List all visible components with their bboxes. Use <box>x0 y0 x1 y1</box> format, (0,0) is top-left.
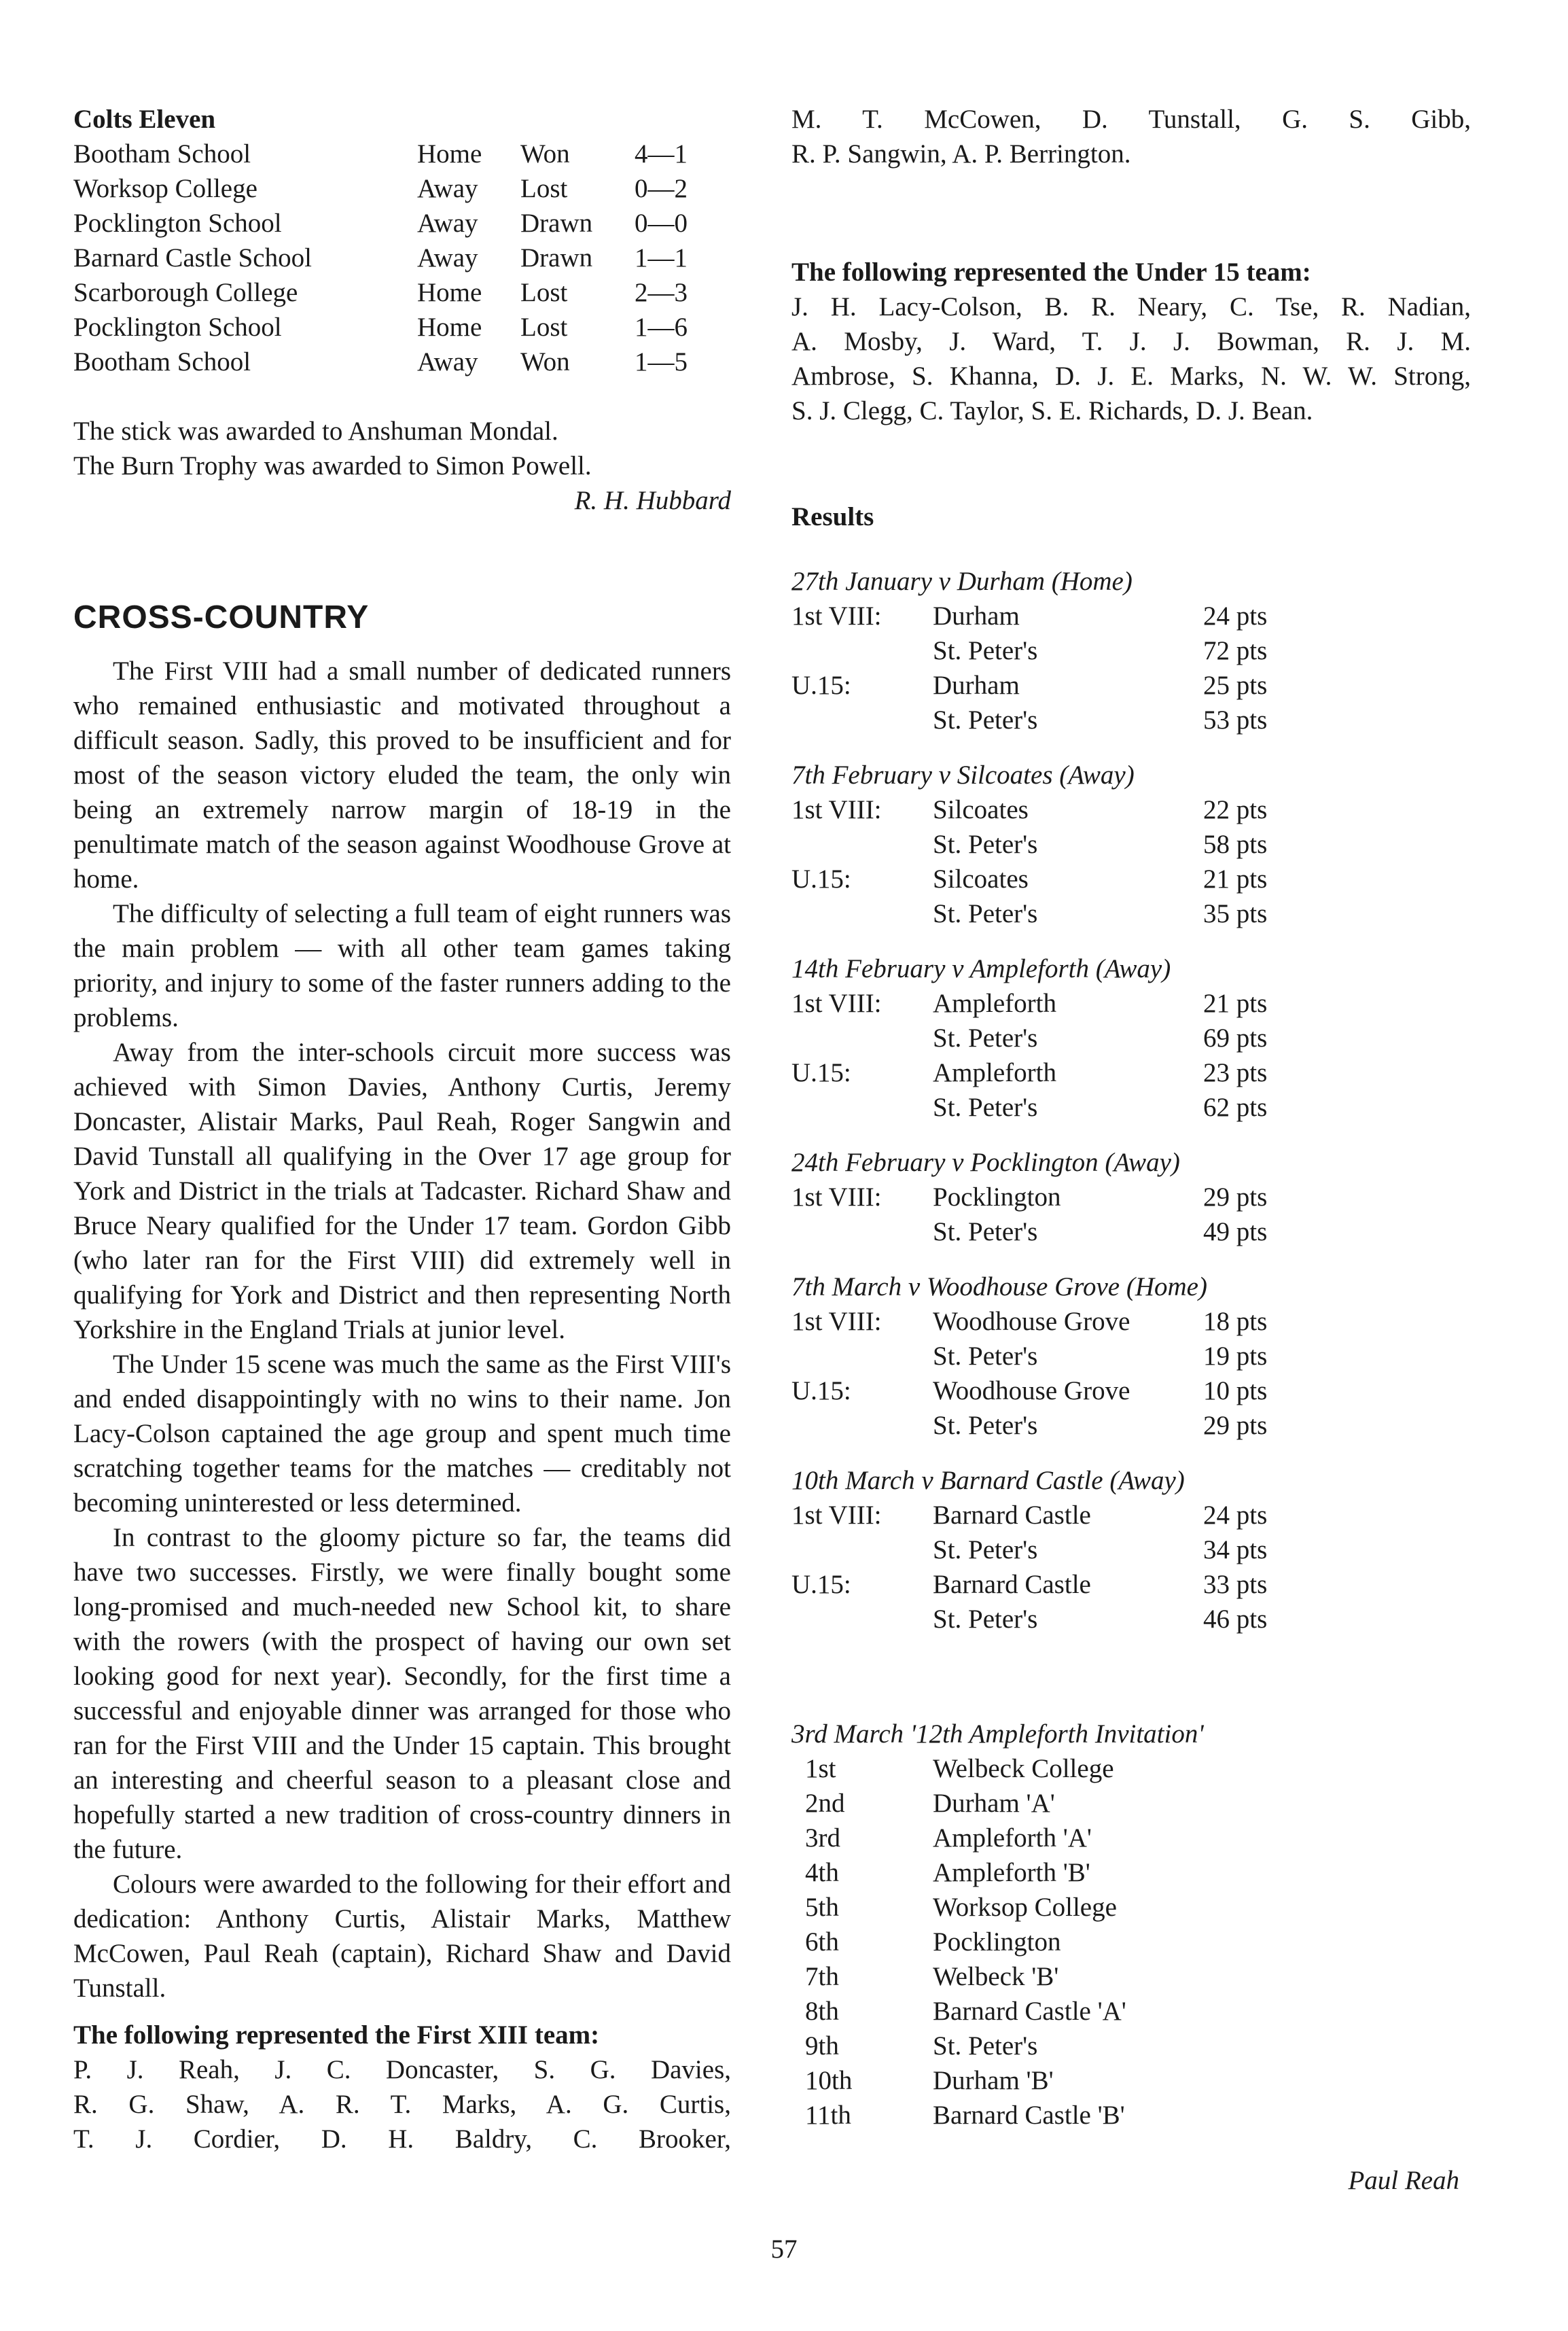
position-cell: 9th <box>805 2031 839 2061</box>
school-cell: Ampleforth <box>933 1058 1056 1087</box>
table-row <box>791 986 1471 1021</box>
match-title: 24th February v Pocklington (Away) <box>791 1148 1180 1177</box>
school-cell: Barnard Castle <box>933 1501 1091 1530</box>
points-cell: 10 pts <box>1203 1376 1268 1405</box>
position-cell: 3rd <box>805 1823 840 1853</box>
school-cell: Durham <box>933 601 1020 631</box>
table-row <box>73 171 731 206</box>
table-row <box>73 241 731 275</box>
table-row <box>791 2029 1471 2063</box>
table-row <box>791 703 1471 737</box>
first-team-line: R. G. Shaw, A. R. T. Marks, A. G. Curtis, <box>73 2090 731 2119</box>
table-row <box>791 1214 1471 1249</box>
match-title: 27th January v Durham (Home) <box>791 567 1133 596</box>
school-cell: St. Peter's <box>933 830 1038 859</box>
score-cell: 1—5 <box>635 347 688 376</box>
invitation-block <box>791 1717 1471 2133</box>
first-team-last-line: R. P. Sangwin, A. P. Berrington. <box>791 139 1131 169</box>
team-name-cell: Welbeck College <box>933 1754 1114 1783</box>
team-cell <box>791 1021 933 1055</box>
score-cell: 0—2 <box>635 174 688 203</box>
match-block <box>791 1145 1471 1249</box>
school-cell: St. Peter's <box>933 899 1038 928</box>
team-name-cell: Barnard Castle 'A' <box>933 1997 1126 2026</box>
school-cell: St. Peter's <box>933 1605 1038 1634</box>
table-row <box>791 1994 1471 2029</box>
table-row <box>791 862 1471 896</box>
article-paragraph: The difficulty of selecting a full team of eight runners was the main problem — with all other team games taking priority, and injury to some of the faster runners adding to the problems. <box>73 899 731 1032</box>
table-row <box>791 1180 1471 1214</box>
team-cell: 1st VIII: <box>791 1182 882 1212</box>
table-row <box>73 345 731 379</box>
position-cell: 5th <box>805 1893 839 1922</box>
team-name-cell: Barnard Castle 'B' <box>933 2101 1125 2130</box>
team-name-cell: Welbeck 'B' <box>933 1962 1059 1991</box>
colts-signature: R. H. Hubbard <box>574 486 731 515</box>
school-cell: Scarborough College <box>73 278 298 307</box>
team-cell: 1st VIII: <box>791 989 882 1018</box>
school-cell: St. Peter's <box>933 1342 1038 1371</box>
school-cell: Durham <box>933 671 1020 700</box>
table-row <box>791 1602 1471 1636</box>
u15-last-line: S. J. Clegg, C. Taylor, S. E. Richards, D. J. Bean. <box>791 396 1313 425</box>
first-team-heading: The following represented the First XIII team: <box>73 2020 600 2050</box>
score-cell: 2—3 <box>635 278 688 307</box>
team-cell <box>791 703 933 737</box>
match-block <box>791 1269 1471 1443</box>
points-cell: 69 pts <box>1203 1023 1268 1053</box>
position-cell: 1st <box>805 1754 836 1783</box>
u15-line: A. Mosby, J. Ward, T. J. J. Bowman, R. J. M. <box>791 327 1471 356</box>
u15-heading: The following represented the Under 15 team: <box>791 258 1311 287</box>
venue-cell: Home <box>417 313 482 342</box>
colts-note: The stick was awarded to Anshuman Mondal. <box>73 417 558 446</box>
article-paragraph: Away from the inter-schools circuit more success was achieved with Simon Davies, Anthony Curtis, Jeremy Doncaster, Alistair Marks, Paul Reah, Roger Sangwin and David Tunstall all qualifying in the Over 17 age group for York and District in the trials at Tadcaster. Richard Shaw and Bruce Neary qualified for the Under 17 team. Gordon Gibb (who later ran for the First VIII) did extremely well in qualifying for York and District and then representing North Yorkshire in the England Trials at junior level. <box>73 1038 731 1344</box>
points-cell: 58 pts <box>1203 830 1268 859</box>
match-block <box>791 1463 1471 1636</box>
points-cell: 22 pts <box>1203 795 1268 824</box>
table-row <box>791 792 1471 827</box>
result-cell: Lost <box>520 313 568 342</box>
points-cell: 23 pts <box>1203 1058 1268 1087</box>
match-block <box>791 564 1471 737</box>
table-row <box>791 827 1471 862</box>
venue-cell: Home <box>417 139 482 169</box>
position-cell: 4th <box>805 1858 839 1887</box>
school-cell: Bootham School <box>73 139 251 169</box>
team-cell: U.15: <box>791 1570 851 1599</box>
points-cell: 72 pts <box>1203 636 1268 665</box>
position-cell: 11th <box>805 2101 851 2130</box>
school-cell: St. Peter's <box>933 1093 1038 1122</box>
table-row <box>791 2063 1471 2098</box>
left-column <box>73 102 731 2156</box>
table-row <box>73 137 731 171</box>
school-cell: Silcoates <box>933 864 1029 894</box>
cross-country-heading: CROSS-COUNTRY <box>73 599 370 635</box>
points-cell: 21 pts <box>1203 864 1268 894</box>
team-cell <box>791 1090 933 1125</box>
points-cell: 35 pts <box>1203 899 1268 928</box>
points-cell: 49 pts <box>1203 1217 1268 1246</box>
cross-country-article <box>73 654 731 2005</box>
school-cell: St. Peter's <box>933 1411 1038 1440</box>
team-cell: U.15: <box>791 671 851 700</box>
points-cell: 62 pts <box>1203 1093 1268 1122</box>
team-name-cell: Ampleforth 'A' <box>933 1823 1092 1853</box>
venue-cell: Away <box>417 209 478 238</box>
first-team-line: T. J. Cordier, D. H. Baldry, C. Brooker, <box>73 2124 731 2154</box>
team-name-cell: St. Peter's <box>933 2031 1038 2061</box>
first-team-line: P. J. Reah, J. C. Doncaster, S. G. Davies, <box>73 2055 731 2084</box>
match-title: 10th March v Barnard Castle (Away) <box>791 1466 1185 1495</box>
points-cell: 18 pts <box>1203 1307 1268 1336</box>
team-cell: U.15: <box>791 864 851 894</box>
match-block <box>791 951 1471 1125</box>
table-row <box>791 896 1471 931</box>
match-title: 7th March v Woodhouse Grove (Home) <box>791 1272 1207 1301</box>
points-cell: 46 pts <box>1203 1605 1268 1634</box>
page-number: 57 <box>770 2234 798 2264</box>
table-row <box>73 310 731 345</box>
school-cell: Woodhouse Grove <box>933 1307 1130 1336</box>
table-row <box>791 1959 1471 1994</box>
points-cell: 19 pts <box>1203 1342 1268 1371</box>
invitation-title: 3rd March '12th Ampleforth Invitation' <box>791 1719 1204 1749</box>
team-name-cell: Worksop College <box>933 1893 1117 1922</box>
table-row <box>791 1751 1471 1786</box>
team-cell <box>791 1532 933 1567</box>
school-cell: Silcoates <box>933 795 1029 824</box>
table-row <box>791 1890 1471 1925</box>
venue-cell: Away <box>417 243 478 273</box>
table-row <box>791 1304 1471 1339</box>
school-cell: Worksop College <box>73 174 257 203</box>
match-title: 14th February v Ampleforth (Away) <box>791 954 1171 983</box>
article-paragraph: The Under 15 scene was much the same as the First VIII's and ended disappointingly with no wins to their name. Jon Lacy-Colson captained the age group and spent much time scratching together teams for the matches — creditably not becoming uninterested or less determined. <box>73 1350 731 1518</box>
table-row <box>791 668 1471 703</box>
result-cell: Lost <box>520 278 568 307</box>
table-row <box>791 1821 1471 1855</box>
team-name-cell: Ampleforth 'B' <box>933 1858 1090 1887</box>
table-row <box>791 1567 1471 1602</box>
result-cell: Won <box>520 347 570 376</box>
table-row <box>791 1855 1471 1890</box>
table-row <box>791 1373 1471 1408</box>
table-row <box>791 1925 1471 1959</box>
school-cell: Ampleforth <box>933 989 1056 1018</box>
points-cell: 24 pts <box>1203 1501 1268 1530</box>
team-cell: U.15: <box>791 1376 851 1405</box>
table-row <box>791 1090 1471 1125</box>
team-name-cell: Durham 'A' <box>933 1789 1055 1818</box>
article-paragraph: The First VIII had a small number of dedicated runners who remained enthusiastic and motivated throughout a difficult season. Sadly, this proved to be insufficient and for most of the season victory eluded the team, the only win being an extremely narrow margin of 18-19 in the penultimate match of the season against Woodhouse Grove at home. <box>73 656 731 894</box>
table-row <box>791 2098 1471 2133</box>
colts-note: The Burn Trophy was awarded to Simon Powell. <box>73 451 592 480</box>
result-cell: Drawn <box>520 243 593 273</box>
score-cell: 4—1 <box>635 139 688 169</box>
team-cell: 1st VIII: <box>791 795 882 824</box>
table-row <box>73 206 731 241</box>
table-row <box>791 1498 1471 1532</box>
school-cell: St. Peter's <box>933 636 1038 665</box>
team-cell: 1st VIII: <box>791 1501 882 1530</box>
match-title: 7th February v Silcoates (Away) <box>791 760 1135 790</box>
team-cell: 1st VIII: <box>791 601 882 631</box>
points-cell: 34 pts <box>1203 1535 1268 1564</box>
table-row <box>791 1786 1471 1821</box>
article-paragraph: In contrast to the gloomy picture so far, the teams did have two successes. Firstly, we were finally bought some long-promised and much-needed new School kit, to share with the rowers (with the prospect of having our own set looking good for next year). Secondly, for the first time a successful and enjoyable dinner was arranged for those who ran for the First VIII and the Under 15 captain. This brought an interesting and cheerful season to a pleasant close and hopefully started a new tradition of cross-country dinners in the future. <box>73 1523 731 1864</box>
points-cell: 24 pts <box>1203 601 1268 631</box>
points-cell: 53 pts <box>1203 705 1268 735</box>
team-cell <box>791 827 933 862</box>
team-cell <box>791 1214 933 1249</box>
right-column <box>791 102 1471 2133</box>
points-cell: 33 pts <box>1203 1570 1268 1599</box>
position-cell: 10th <box>805 2066 853 2095</box>
team-cell <box>791 1339 933 1373</box>
result-cell: Drawn <box>520 209 593 238</box>
score-cell: 1—1 <box>635 243 688 273</box>
table-row <box>791 1021 1471 1055</box>
table-row <box>791 1408 1471 1443</box>
score-cell: 0—0 <box>635 209 688 238</box>
school-cell: St. Peter's <box>933 1535 1038 1564</box>
table-row <box>791 633 1471 668</box>
table-row <box>791 1532 1471 1567</box>
u15-line: J. H. Lacy-Colson, B. R. Neary, C. Tse, R. Nadian, <box>791 292 1471 321</box>
position-cell: 8th <box>805 1997 839 2026</box>
score-cell: 1—6 <box>635 313 688 342</box>
school-cell: Barnard Castle School <box>73 243 312 273</box>
school-cell: Woodhouse Grove <box>933 1376 1130 1405</box>
first-team-line: M. T. McCowen, D. Tunstall, G. S. Gibb, <box>791 105 1471 134</box>
school-cell: Pocklington School <box>73 313 282 342</box>
school-cell: Bootham School <box>73 347 251 376</box>
results-heading: Results <box>791 502 874 531</box>
points-cell: 29 pts <box>1203 1411 1268 1440</box>
team-cell: 1st VIII: <box>791 1307 882 1336</box>
team-cell <box>791 1602 933 1636</box>
venue-cell: Away <box>417 347 478 376</box>
venue-cell: Away <box>417 174 478 203</box>
table-row <box>791 1339 1471 1373</box>
school-cell: St. Peter's <box>933 705 1038 735</box>
team-name-cell: Pocklington <box>933 1927 1061 1957</box>
match-block <box>791 758 1471 931</box>
result-cell: Won <box>520 139 570 169</box>
position-cell: 7th <box>805 1962 839 1991</box>
school-cell: St. Peter's <box>933 1023 1038 1053</box>
team-cell <box>791 633 933 668</box>
article-paragraph: Colours were awarded to the following for their effort and dedication: Anthony Curtis, Alistair Marks, Matthew McCowen, Paul Reah (captain), Richard Shaw and David Tunstall. <box>73 1870 731 2003</box>
colts-title: Colts Eleven <box>73 105 216 134</box>
table-row <box>73 275 731 310</box>
team-cell: U.15: <box>791 1058 851 1087</box>
author-signature: Paul Reah <box>1348 2166 1459 2195</box>
school-cell: St. Peter's <box>933 1217 1038 1246</box>
team-cell <box>791 896 933 931</box>
points-cell: 25 pts <box>1203 671 1268 700</box>
u15-line: Ambrose, S. Khanna, D. J. E. Marks, N. W. W. Strong, <box>791 362 1471 391</box>
points-cell: 21 pts <box>1203 989 1268 1018</box>
school-cell: Barnard Castle <box>933 1570 1091 1599</box>
team-cell <box>791 1408 933 1443</box>
table-row <box>791 599 1471 633</box>
venue-cell: Home <box>417 278 482 307</box>
team-name-cell: Durham 'B' <box>933 2066 1054 2095</box>
table-row <box>791 1055 1471 1090</box>
school-cell: Pocklington <box>933 1182 1061 1212</box>
result-cell: Lost <box>520 174 568 203</box>
position-cell: 6th <box>805 1927 839 1957</box>
points-cell: 29 pts <box>1203 1182 1268 1212</box>
position-cell: 2nd <box>805 1789 845 1818</box>
colts-results-table <box>73 137 731 379</box>
school-cell: Pocklington School <box>73 209 282 238</box>
